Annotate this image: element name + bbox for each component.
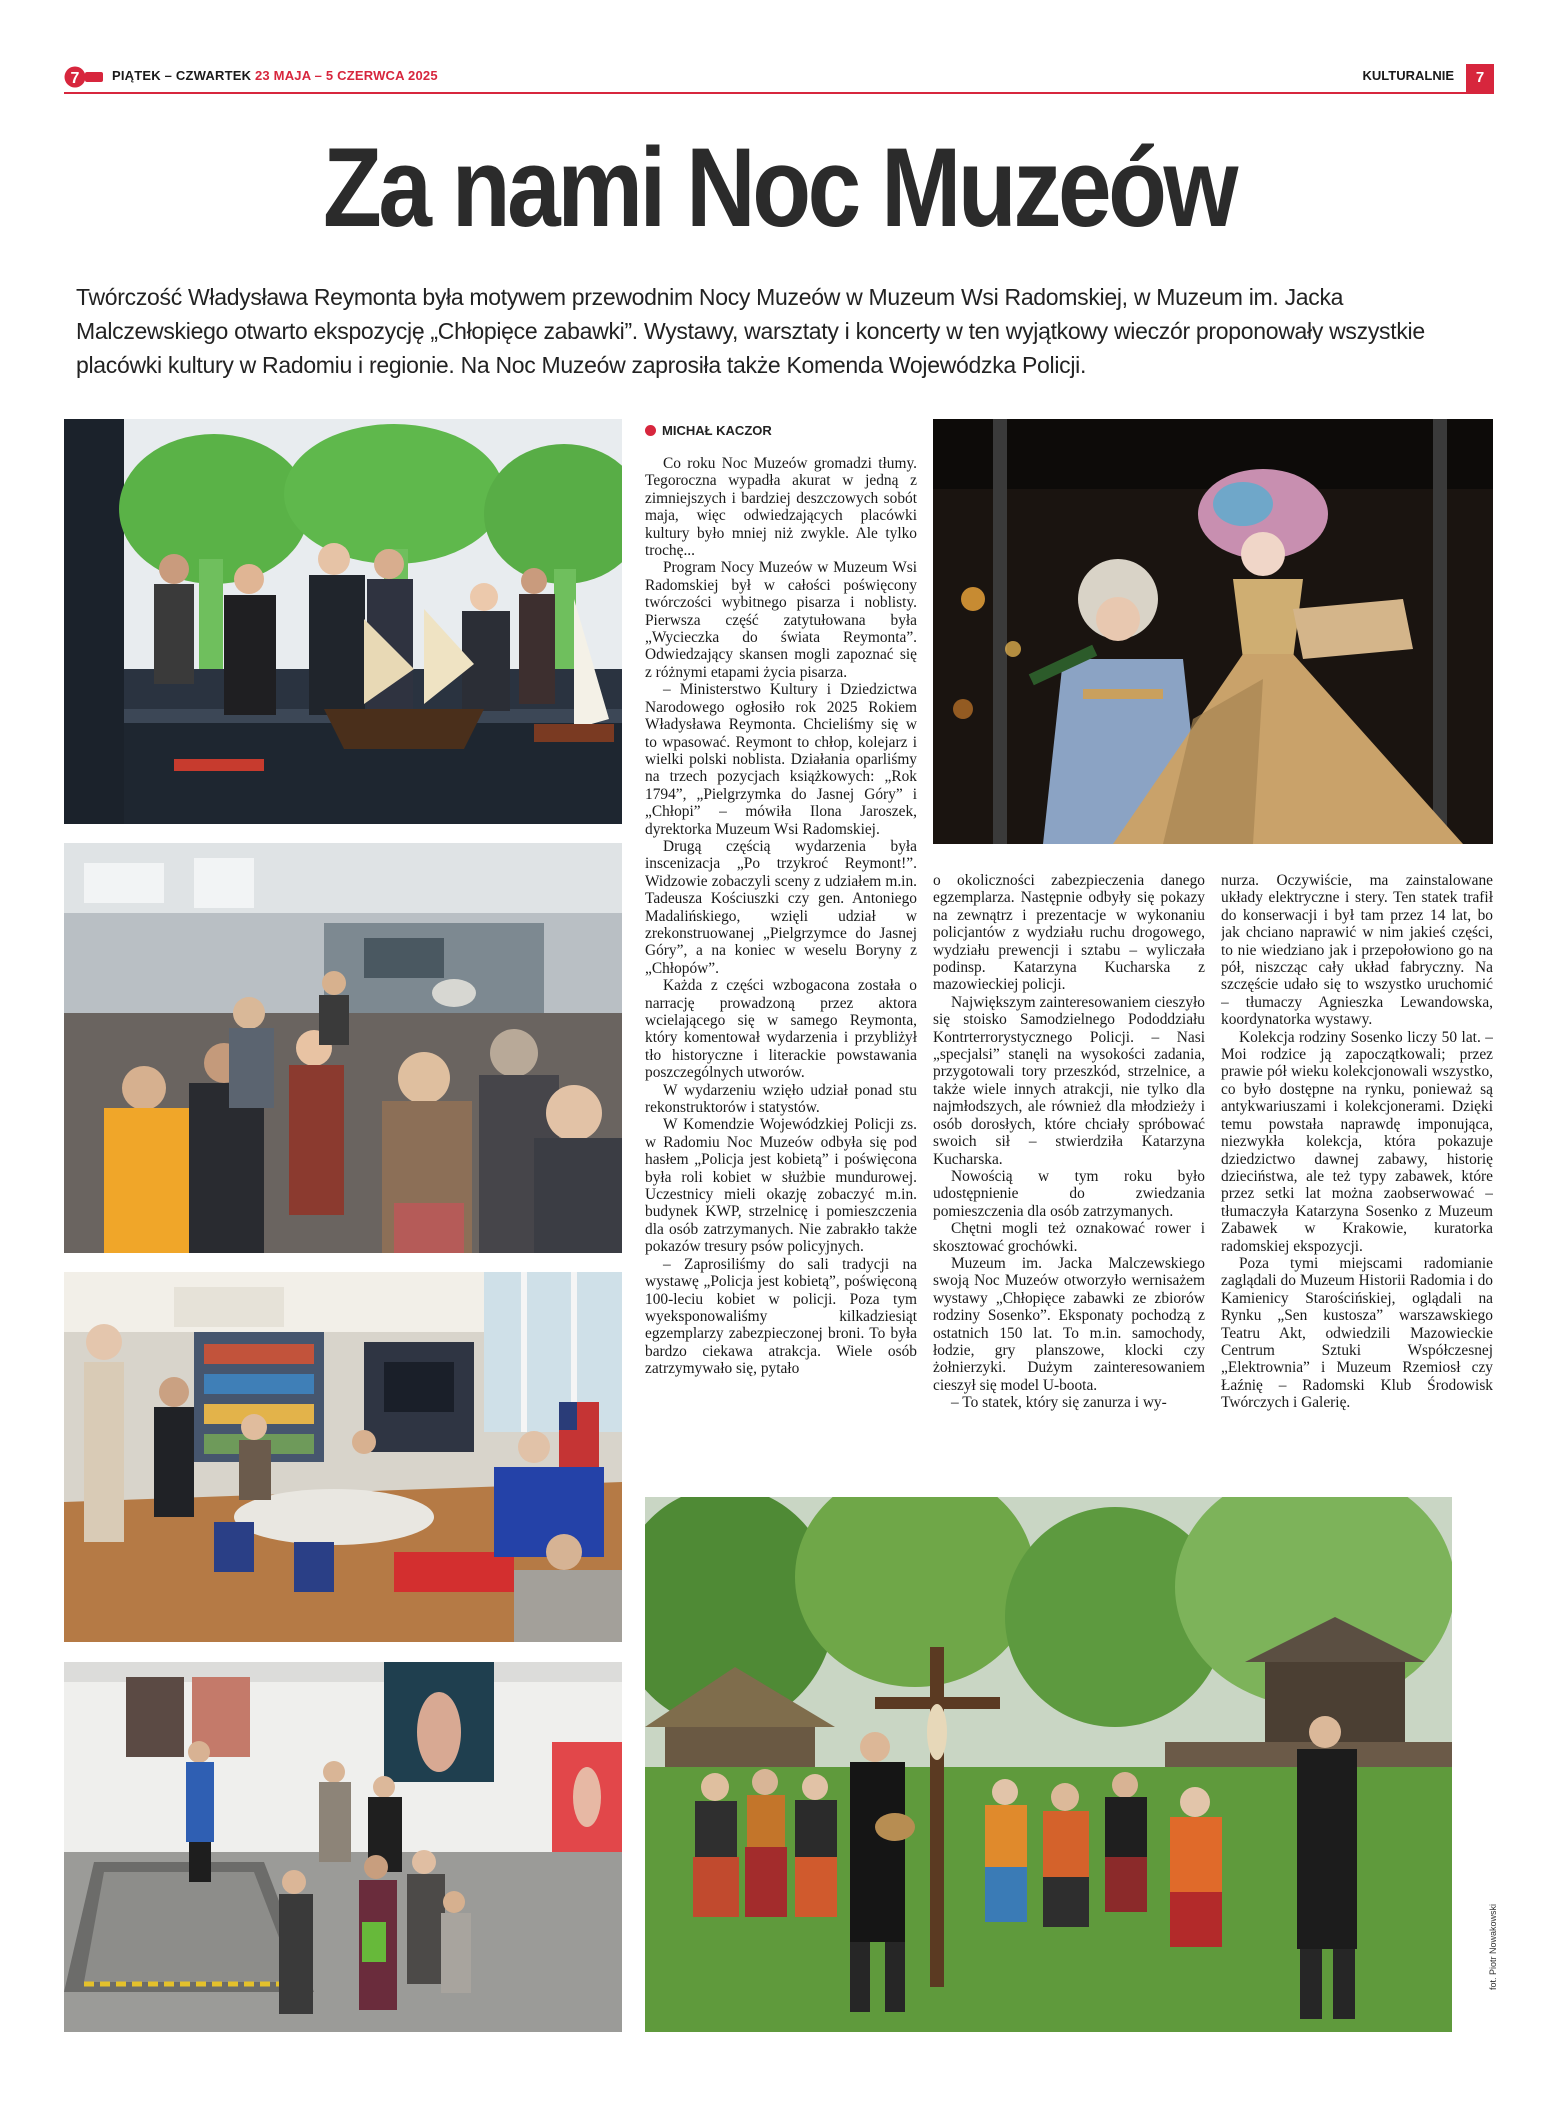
paragraph: Co roku Noc Muzeów gromadzi tłumy. Tegoroczna wypadła akurat w jedną z zimniejszych i bardziej deszczowych sobót maja, więc odwiedzających placówki kultury było mniej niż zwykle. Ale tylko trochę...: [645, 455, 917, 560]
author-byline: MICHAŁ KACZOR: [645, 423, 772, 438]
page-number: 7: [1466, 64, 1494, 92]
article-lead: Twórczość Władysława Reymonta była motywem przewodnim Nocy Muzeów w Muzeum Wsi Radomskiej, w Muzeum im. Jacka Malczewskiego otwarto ekspozycję „Chłopięce zabawki”. Wystawy, warsztaty i koncerty w ten wyjątkowy wieczór proponowały wszystkie placówki kultury w Radomiu i regionie. Na Noc Muzeów zaprosiła także Komenda Wojewódzka Policji.: [76, 284, 1425, 378]
paragraph: Muzeum im. Jacka Malczewskiego swoją Noc Muzeów otworzyło wernisażem wystawy „Chłopięce zabawki ze zbiorów rodziny Sosenko”. Eksponaty pochodzą z ostatnich 150 lat. To m.in. samochody, łodzie, gry planszowe, klocki czy żołnierzyki. Dużym zainteresowaniem cieszył się model U-boota.: [933, 1254, 1205, 1394]
paragraph: nurza. Oczywiście, ma zainstalowane układy elektryczne i stery. Ten statek trafił do konserwacji i był tam przez 14 lat, bo jak chciano naprawić w nim jakieś części, to nie wiedziano jak i przepołowiono go na pół, niszcząc cały układ fabryczny. Na szczęście udało się to wszystko uruchomić – tłumaczy Agnieszka Lewandowska, koordynatorka wystawy.: [1221, 872, 1493, 1029]
paragraph: Poza tymi miejscami radomianie zaglądali do Muzeum Historii Radomia i do Kamienicy Starościńskiej, oglądali na Rynku „Sen kustosza” warszawskiego Teatru Akt, odwiedzili Mazowieckie Centrum Sztuki Współczesnej „Elektrownia” i Muzeum Rzemiosł czy Łaźnię – Radomski Klub Środowisk Twórczych i Galerię.: [1221, 1254, 1493, 1412]
paragraph: Każda z części wzbogacona została o narrację prowadzoną przez aktora wcielającego się w samego Reymonta, który komentował wydarzenia i przybliżył tło historyczne i literackie powstawania poszczególnych utworów.: [645, 977, 917, 1082]
photo-credit: fot. Piotr Nowakowski: [1488, 1903, 1498, 1990]
paragraph: – To statek, który się zanurza i wy-: [951, 1394, 1167, 1412]
paragraph: Drugą częścią wydarzenia była inscenizacja „Po trzykroć Reymont!”. Widzowie zobaczyli sceny z udziałem m.in. Tadeusza Kościuszki czy gen. Antoniego Madalińskiego, wzięli udział w zrekonstruowanej „Pielgrzymce do Jasnej Góry”, a na koniec w weselu Boryny z „Chłopów”.: [645, 837, 917, 977]
police-visit-photo: [64, 843, 622, 1253]
svg-text:7: 7: [70, 70, 80, 87]
paragraph: Kolekcja rodziny Sosenko liczy 50 lat. – Moi rodzice ją zapoczątkowali; przez prawie pół wieku kolekcjonowali wszystko, co było dostępne na rynku, ponieważ są antykwariuszami i kolekcjonerami. Dzięki temu powstała naprawdę imponująca, niezwykła kolekcja, która pokazuje dziedzictwo dawnej zabawy, historię dzieciństwa, ale też typy zabawek, które przez setki lat można zaobserwować – tłumaczyła Katarzyna Sosenko z Muzeum Zabawek w Krakowie, kuratorka radomskiej ekspozycji.: [1221, 1028, 1493, 1255]
paragraph: W Komendzie Wojewódzkiej Policji zs. w Radomiu Noc Muzeów odbyła się pod hasłem „Policja jest kobietą” i poświęcona była roli kobiet w służbie mundurowej. Uczestnicy mieli okazję zobaczyć m.in. budynek KWP, strzelnicę i pomieszczenia dla osób zatrzymanych. Nie zabrakło także pokazów tresury psów policyjnych.: [645, 1116, 917, 1256]
paragraph: Największym zainteresowaniem cieszyło się stoisko Samodzielnego Pododdziału Kontrterrorystycznego Policji. – Nasi „specjalsi” stanęli na wysokości zadania, przygotowali tory przeszkód, strzelnice, a także wiele innych atrakcji, nie tylko dla najmłodszych, ale również dla młodzieży i osób dorosłych, które chciały spróbować swoich sił – stwierdziła Katarzyna Kucharska.: [933, 993, 1205, 1168]
paragraph: – Zaprosiliśmy do sali tradycji na wystawę „Policja jest kobietą”, poświęconą 100-leciu kobiet w policji. Poza tym wyeksponowaliśmy kilkadziesiąt egzemplarzy zabezpieczonej broni. To była bardzo ciekawa atrakcja. Wiele osób zatrzymywało się, pytało: [645, 1255, 917, 1378]
article-column-3: [1221, 872, 1493, 1487]
newspaper-logo: [64, 66, 104, 88]
paragraph: – Ministerstwo Kultury i Dziedzictwa Narodowego ogłosiło rok 2025 Rokiem Władysława Reymonta. Chcieliśmy się w to wpasować. Reymont to chłop, kolejarz i wielki polski noblista. Działania oparliśmy na trzech pozycjach książkowych: „Rok 1794”, „Pielgrzymka do Jasnej Góry” i „Chłopi” – mówiła Ilona Jaroszek, dyrektorka Muzeum Wsi Radomskiej.: [645, 681, 917, 838]
article-column-1: [645, 455, 917, 1487]
paragraph: o okoliczności zabezpieczenia danego egzemplarza. Następnie odbyły się pokazy na zewnątrz i prezentacje w wykonaniu policjantów z wydziału ruchu drogowego, wydziału prewencji i sztabu – wyliczała podinsp. Katarzyna Kucharska z mazowieckiej policji.: [933, 872, 1205, 994]
theatre-performance-photo: [933, 419, 1493, 844]
toy-exhibition-photo: [64, 419, 622, 824]
paragraph: W wydarzeniu wzięło udział ponad stu rekonstruktorów i statystów.: [645, 1081, 917, 1117]
paragraph: Program Nocy Muzeów w Muzeum Wsi Radomskiej był w całości poświęcony twórczości wybitnego pisarza i noblisty. Pierwsza część zatytułowana była „Wycieczka do świata Reymonta”. Odwiedzający skansen mogli zapoznać się z różnymi etapami życia pisarza.: [645, 559, 917, 681]
art-gallery-photo: [64, 1662, 622, 2032]
byline-dot-icon: [645, 425, 656, 436]
article-title: Za nami Noc Muzeów: [322, 125, 1236, 250]
paragraph: Nowością w tym roku było udostępnienie do zwiedzania pomieszczenia dla osób zatrzymanych.: [933, 1167, 1205, 1220]
section-name: KULTURALNIE: [1362, 68, 1454, 83]
police-tradition-room-photo: [64, 1272, 622, 1642]
pilgrimage-reenactment-photo: [645, 1497, 1452, 2032]
page-header: [64, 64, 1494, 94]
paragraph: Chętni mogli też oznakować rower i skosztować grochówki.: [933, 1220, 1205, 1255]
article-column-2: [933, 872, 1205, 1487]
issue-dates: PIĄTEK – CZWARTEK 23 MAJA – 5 CZERWCA 2025: [112, 68, 438, 83]
